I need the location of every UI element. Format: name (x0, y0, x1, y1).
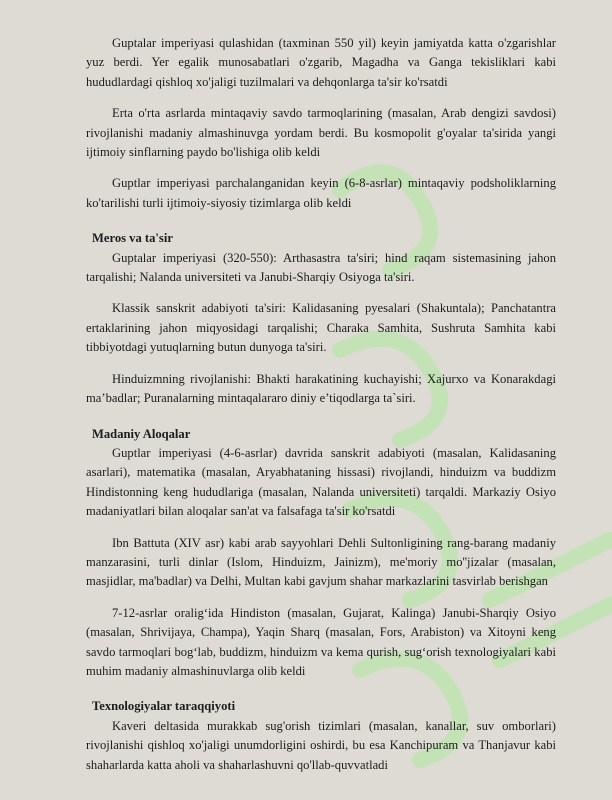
document-body (86, 34, 556, 775)
paragraph: Guptlar imperiyasi parchalanganidan keyin (6-8-asrlar) mintaqaviy podsholiklarning ko'tarilishi turli ijtimoiy-siyosiy tizimlarga olib keldi (86, 176, 556, 210)
section-heading-texnologiyalar: Texnologiyalar taraqqiyoti (92, 699, 236, 714)
paragraph: Erta o'rta asrlarda mintaqaviy savdo tarmoqlarining (masalan, Arab dengizi savdosi) rivojlanishi madaniy almashinuvga yordam berdi. Bu kosmopolit g'oyalar ta'sirida yangi ijtimoiy sinflarning paydo bo'lishiga olib keldi (86, 106, 556, 160)
section-heading-meros: Meros va ta'sir (92, 231, 173, 246)
paragraph: Guptalar imperiyasi qulashidan (taxminan 550 yil) keyin jamiyatda katta o'zgarishlar yuz berdi. Yer egalik munosabatlari o'zgarib, Magadha va Ganga tekisliklari kabi hududlardagi qishloq xo'jaligi tuzilmalari va dehqonlarga ta'sir ko'rsatdi (86, 36, 556, 89)
paragraph: Kaveri deltasida murakkab sug'orish tizimlari (masalan, kanallar, suv omborlari) rivojlanishi qishloq xo'jaligi unumdorligini oshirdi, bu esa Kanchipuram va Thanjavur kabi shaharlarda katta aholi va shaharlashuvni qo'llab-quvvatladi (86, 718, 556, 772)
paragraph: Guptalar imperiyasi (320-550): Arthasastra ta'siri; hind raqam sistemasining jahon tarqalishi; Nalanda universiteti va Janubi-Sharqiy Osiyoga ta'siri. (86, 250, 556, 285)
section-heading-madaniy: Madaniy Aloqalar (92, 426, 191, 441)
paragraph: 7-12-asrlar oralig‘ida Hindiston (masalan, Gujarat, Kalinga) Janubi-Sharqiy Osiyo (masalan, Shrivijaya, Champa), Yaqin Sharq (masalan, Fors, Arabiston) va Xitoyni keng savdo tarmoqlari bog‘lab, buddizm, hinduizm va kema qurish, sug‘orish texnologiyalari kabi muhim madaniy almashinuvlarga olib keldi (86, 605, 556, 678)
paragraph: Guptlar imperiyasi (4-6-asrlar) davrida sanskrit adabiyoti (masalan, Kalidasaning asarlari), matematika (masalan, Aryabhataning hissasi) rivojlandi, hinduizm va buddizm Hindistonning keng hududlariga (masalan, Nalanda universiteti) tarqaldi. Markaziy Osiyo madaniyatlari bilan aloqalar san'at va falsafaga ta'sir ko'rsatdi (86, 445, 556, 519)
paragraph: Ibn Battuta (XIV asr) kabi arab sayyohlari Dehli Sultonligining rang-barang madaniy manzarasini, turli dinlar (Islom, Hinduizm, Jainizm), me'moriy mo''jizalar (masalan, masjidlar, ma'badlar) va Delhi, Multan kabi gavjum shahar markazlarini tasvirlab berishgan (86, 535, 556, 589)
paragraph: Hinduizmning rivojlanishi: Bhakti harakatining kuchayishi; Xajurxo va Konarakdagi ma’badlar; Puranalarning mintaqalararo diniy e’tiqodlarga ta`siri. (86, 371, 556, 406)
paragraph: Klassik sanskrit adabiyoti ta'siri: Kalidasaning pyesalari (Shakuntala); Panchatantra ertaklarining jahon miqyosidagi tarqalishi; Charaka Samhita, Sushruta Samhita kabi tibbiyotdagi yutuqlarning butun dunyoga ta'siri. (86, 301, 556, 355)
